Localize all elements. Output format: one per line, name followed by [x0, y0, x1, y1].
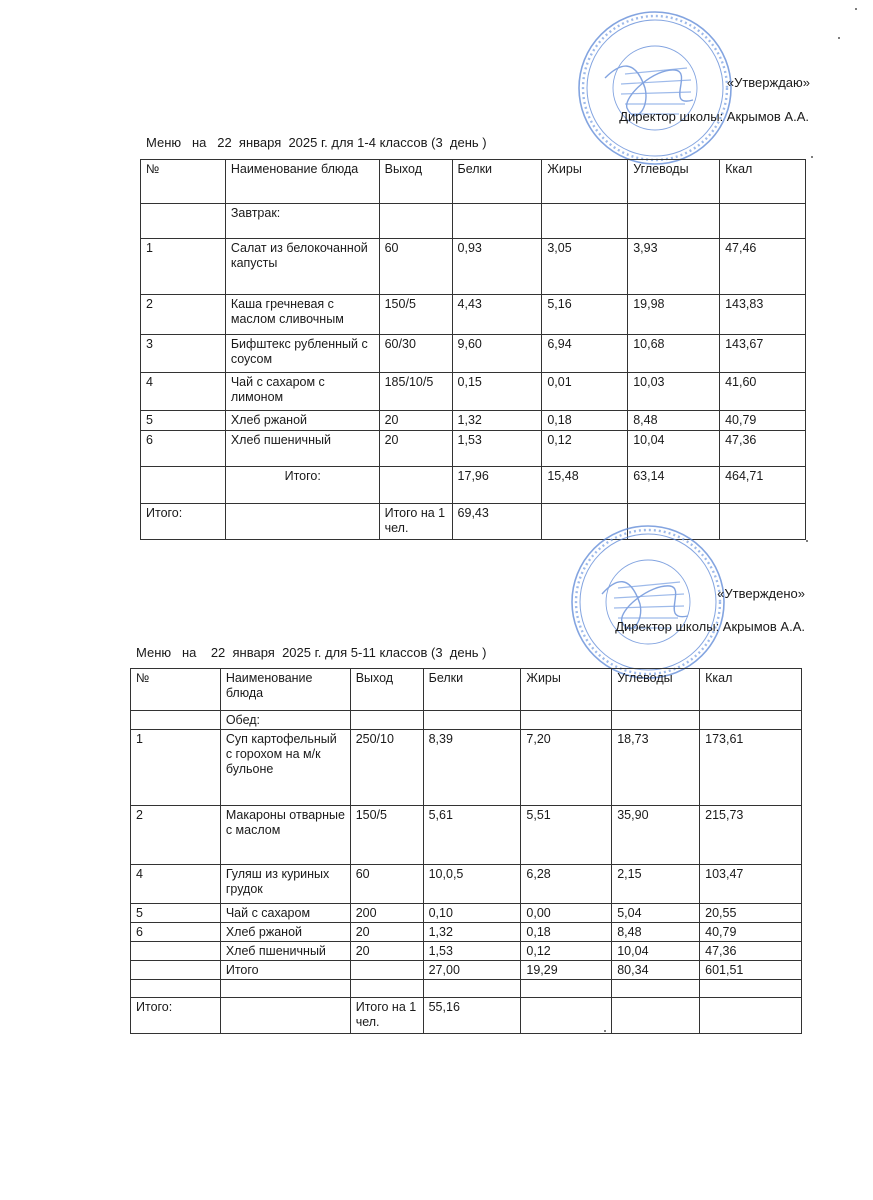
- dish-fats: 3,05: [542, 239, 628, 295]
- dish-name: Суп картофельный с горохом на м/к бульоне: [220, 730, 350, 806]
- table-row: [131, 923, 802, 942]
- table-row: [141, 239, 806, 295]
- subtotal-proteins: 17,96: [452, 467, 542, 504]
- dish-output: 20: [350, 942, 423, 961]
- total-label: Итого:: [141, 504, 226, 540]
- table-row: [141, 335, 806, 373]
- table-row: [131, 865, 802, 904]
- header-proteins: Белки: [423, 669, 521, 711]
- dish-proteins: 10,0,5: [423, 865, 521, 904]
- dish-fats: 0,00: [521, 904, 612, 923]
- menu-table-grades-1-4: [140, 159, 806, 540]
- table-row: [141, 373, 806, 411]
- header-dish-name: Наименование блюда: [220, 669, 350, 711]
- dish-carbs: 10,04: [628, 431, 720, 467]
- dish-proteins: 4,43: [452, 295, 542, 335]
- dish-carbs: 10,68: [628, 335, 720, 373]
- dish-fats: 5,51: [521, 806, 612, 865]
- table-header-row: [141, 160, 806, 204]
- dish-carbs: 35,90: [612, 806, 700, 865]
- header-fats: Жиры: [521, 669, 612, 711]
- table-row: [131, 942, 802, 961]
- subtotal-proteins: 27,00: [423, 961, 521, 980]
- total-label: Итого:: [131, 998, 221, 1034]
- director-signature-line: Директор школы: Акрымов А.А.: [619, 109, 809, 124]
- dish-proteins: 9,60: [452, 335, 542, 373]
- meal-label-row: [131, 711, 802, 730]
- subtotal-fats: 19,29: [521, 961, 612, 980]
- dish-output: 20: [379, 431, 452, 467]
- dish-kcal: 47,46: [720, 239, 806, 295]
- dish-fats: 5,16: [542, 295, 628, 335]
- menu-title: Меню на 22 января 2025 г. для 1-4 классов (3 день ): [146, 135, 487, 150]
- dish-name: Хлеб ржаной: [220, 923, 350, 942]
- dish-output: 60: [350, 865, 423, 904]
- dish-kcal: 47,36: [700, 942, 802, 961]
- meal-label: Обед:: [220, 711, 350, 730]
- dish-name: Макароны отварные с маслом: [220, 806, 350, 865]
- dish-name: Салат из белокочанной капусты: [225, 239, 379, 295]
- menu-title: Меню на 22 января 2025 г. для 5-11 классов (3 день ): [136, 645, 487, 660]
- row-number: 1: [141, 239, 226, 295]
- row-number: 1: [131, 730, 221, 806]
- row-number: 5: [141, 411, 226, 431]
- dish-fats: 0,18: [521, 923, 612, 942]
- dish-output: 20: [350, 923, 423, 942]
- dish-name: Гуляш из куриных грудок: [220, 865, 350, 904]
- header-output: Выход: [379, 160, 452, 204]
- dish-name: Хлеб пшеничный: [225, 431, 379, 467]
- dish-kcal: 40,79: [720, 411, 806, 431]
- meal-label: Завтрак:: [225, 204, 379, 239]
- header-carbs: Углеводы: [628, 160, 720, 204]
- dish-output: 60: [379, 239, 452, 295]
- header-dish-name: Наименование блюда: [225, 160, 379, 204]
- menu-table-grades-5-11: [130, 668, 802, 1034]
- dish-carbs: 8,48: [612, 923, 700, 942]
- scan-speck: [604, 1030, 606, 1032]
- school-seal-stamp-2: [568, 522, 728, 682]
- dish-output: 60/30: [379, 335, 452, 373]
- dish-fats: 0,12: [521, 942, 612, 961]
- dish-name: Хлеб пшеничный: [220, 942, 350, 961]
- row-number: 4: [131, 865, 221, 904]
- dish-output: 185/10/5: [379, 373, 452, 411]
- dish-name: Чай с сахаром: [220, 904, 350, 923]
- empty-row: [131, 980, 802, 998]
- dish-carbs: 8,48: [628, 411, 720, 431]
- dish-name: Бифштекс рубленный с соусом: [225, 335, 379, 373]
- header-number: №: [131, 669, 221, 711]
- dish-kcal: 143,67: [720, 335, 806, 373]
- dish-kcal: 41,60: [720, 373, 806, 411]
- header-output: Выход: [350, 669, 423, 711]
- dish-kcal: 173,61: [700, 730, 802, 806]
- subtotal-label: Итого:: [225, 467, 379, 504]
- approval-quote: «Утверждено»: [717, 586, 805, 601]
- dish-output: 20: [379, 411, 452, 431]
- dish-carbs: 5,04: [612, 904, 700, 923]
- dish-kcal: 20,55: [700, 904, 802, 923]
- dish-carbs: 10,03: [628, 373, 720, 411]
- scan-speck: [811, 156, 813, 158]
- dish-kcal: 143,83: [720, 295, 806, 335]
- dish-fats: 0,18: [542, 411, 628, 431]
- scan-speck: [806, 540, 808, 542]
- meal-label-row: [141, 204, 806, 239]
- dish-fats: 6,28: [521, 865, 612, 904]
- row-number: 4: [141, 373, 226, 411]
- table-row: [131, 904, 802, 923]
- row-number: 3: [141, 335, 226, 373]
- row-number: 6: [131, 923, 221, 942]
- subtotal-row: [131, 961, 802, 980]
- row-number: 2: [131, 806, 221, 865]
- header-carbs: Углеводы: [612, 669, 700, 711]
- per-person-label: Итого на 1 чел.: [379, 504, 452, 540]
- dish-name: Чай с сахаром с лимоном: [225, 373, 379, 411]
- dish-kcal: 47,36: [720, 431, 806, 467]
- header-number: №: [141, 160, 226, 204]
- dish-kcal: 215,73: [700, 806, 802, 865]
- row-number: 6: [141, 431, 226, 467]
- school-seal-stamp-1: [575, 8, 735, 168]
- dish-carbs: 18,73: [612, 730, 700, 806]
- table-row: [141, 411, 806, 431]
- total-row: [131, 998, 802, 1034]
- dish-fats: 0,12: [542, 431, 628, 467]
- dish-carbs: 19,98: [628, 295, 720, 335]
- dish-proteins: 0,93: [452, 239, 542, 295]
- per-person-value: 69,43: [452, 504, 542, 540]
- subtotal-row: [141, 467, 806, 504]
- dish-fats: 6,94: [542, 335, 628, 373]
- dish-proteins: 1,32: [423, 923, 521, 942]
- table-row: [141, 295, 806, 335]
- scan-speck: [855, 8, 857, 10]
- table-row: [131, 806, 802, 865]
- dish-proteins: 5,61: [423, 806, 521, 865]
- dish-output: 200: [350, 904, 423, 923]
- header-kcal: Ккал: [720, 160, 806, 204]
- subtotal-label: Итого: [220, 961, 350, 980]
- dish-proteins: 0,15: [452, 373, 542, 411]
- dish-name: Каша гречневая с маслом сливочным: [225, 295, 379, 335]
- row-number: [131, 942, 221, 961]
- subtotal-carbs: 63,14: [628, 467, 720, 504]
- dish-carbs: 3,93: [628, 239, 720, 295]
- per-person-value: 55,16: [423, 998, 521, 1034]
- dish-fats: 7,20: [521, 730, 612, 806]
- director-signature-line: Директор школы: Акрымов А.А.: [615, 619, 805, 634]
- header-kcal: Ккал: [700, 669, 802, 711]
- dish-kcal: 103,47: [700, 865, 802, 904]
- dish-proteins: 1,53: [452, 431, 542, 467]
- dish-output: 150/5: [350, 806, 423, 865]
- subtotal-kcal: 464,71: [720, 467, 806, 504]
- approval-quote: «Утверждаю»: [726, 75, 810, 90]
- dish-kcal: 40,79: [700, 923, 802, 942]
- row-number: 5: [131, 904, 221, 923]
- subtotal-fats: 15,48: [542, 467, 628, 504]
- subtotal-kcal: 601,51: [700, 961, 802, 980]
- dish-name: Хлеб ржаной: [225, 411, 379, 431]
- row-number: 2: [141, 295, 226, 335]
- table-row: [141, 431, 806, 467]
- dish-proteins: 1,32: [452, 411, 542, 431]
- table-row: [131, 730, 802, 806]
- dish-proteins: 1,53: [423, 942, 521, 961]
- dish-proteins: 8,39: [423, 730, 521, 806]
- dish-output: 150/5: [379, 295, 452, 335]
- dish-output: 250/10: [350, 730, 423, 806]
- table-header-row: [131, 669, 802, 711]
- per-person-label: Итого на 1 чел.: [350, 998, 423, 1034]
- dish-fats: 0,01: [542, 373, 628, 411]
- header-fats: Жиры: [542, 160, 628, 204]
- dish-carbs: 10,04: [612, 942, 700, 961]
- scan-speck: [838, 37, 840, 39]
- header-proteins: Белки: [452, 160, 542, 204]
- dish-proteins: 0,10: [423, 904, 521, 923]
- subtotal-carbs: 80,34: [612, 961, 700, 980]
- dish-carbs: 2,15: [612, 865, 700, 904]
